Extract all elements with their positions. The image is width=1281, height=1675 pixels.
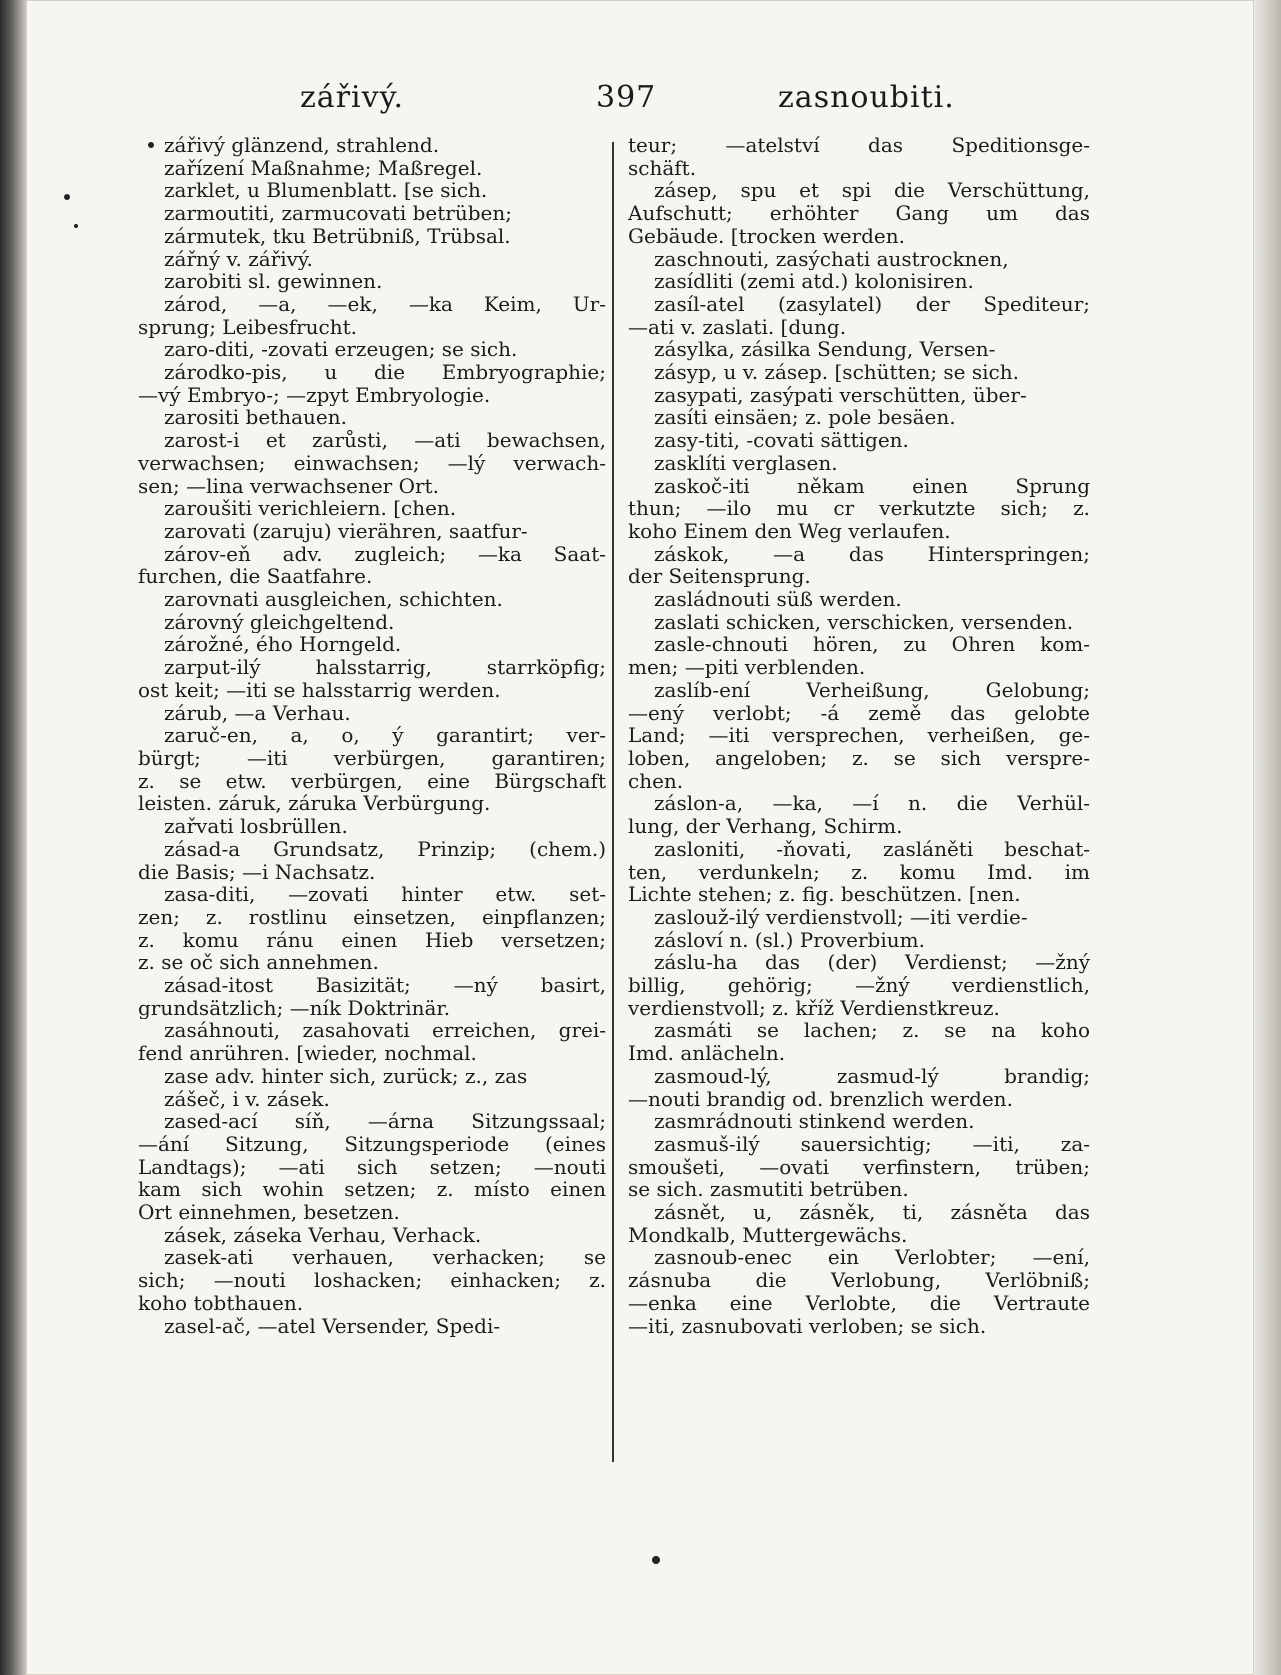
dictionary-line: zased-ací síň, —árna Sitzungssaal; [164,1110,606,1133]
dictionary-line: ost keit; —iti se halsstarrig werden. [138,678,501,702]
dictionary-line: zasle-chnouti hören, zu Ohren kom- [654,633,1090,657]
dictionary-line: —enka eine Verlobte, die Vertraute [628,1291,1090,1315]
dictionary-line: zasy-titi, -covati sättigen. [654,429,909,452]
dictionary-line: bürgt; —iti verbürgen, garantiren; [138,746,606,770]
dictionary-line: koho Einem den Weg verlaufen. [628,519,951,543]
dictionary-line: záslu-ha das (der) Verdienst; —žný [654,951,1090,975]
dictionary-line: zářný v. zářivý. [164,247,313,271]
dictionary-line: zasnoub-enec ein Verlobter; —ení, [654,1246,1090,1270]
page-number: 397 [596,80,657,115]
dictionary-line: zasa-diti, —zovati hinter etw. set- [164,883,606,906]
dictionary-line: Landtags); —ati sich setzen; —nouti [138,1155,606,1179]
dictionary-line: zásad-a Grundsatz, Prinzip; (chem.) [164,837,606,861]
dictionary-line: zarovnati ausgleichen, schichten. [164,588,503,611]
dictionary-line: zaschnouti, zasýchati austrocknen, [654,247,1009,271]
dictionary-line: zasek-ati verhauen, verhacken; se [164,1246,606,1270]
dictionary-line: zasíl-atel (zasylatel) der Spediteur; [654,292,1090,316]
dictionary-line: Lichte stehen; z. fig. beschützen. [nen. [628,883,1021,906]
dictionary-line: zasmuš-ilý sauersichtig; —iti, za- [654,1132,1090,1156]
dictionary-line: —ený verlobt; -á země das gelobte [628,701,1090,725]
dictionary-line: schäft. [628,156,697,180]
margin-dot [652,1556,660,1564]
dictionary-line: zárod, —a, —ek, —ka Keim, Ur- [164,292,606,316]
dictionary-line: zásnuba die Verlobung, Verlöbniß; [628,1269,1090,1292]
dictionary-line: sprung; Leibesfrucht. [138,315,358,339]
dictionary-line: zárub, —a Verhau. [164,701,351,725]
dictionary-line: Ort einnehmen, besetzen. [138,1201,400,1224]
dictionary-line: zasloniti, -ňovati, zasláněti beschat- [654,837,1090,861]
dictionary-line: verdienstvoll; z. kříž Verdienstkreuz. [628,996,1000,1020]
dictionary-line: zarklet, u Blumenblatt. [se sich. [164,179,488,203]
left-guide-word: zářivý. [300,80,405,115]
dictionary-line: zasídliti (zemi atd.) kolonisiren. [654,270,974,293]
dictionary-line: billig, gehörig; —žný verdienstlich, [628,974,1090,997]
dictionary-line: Aufschutt; erhöhter Gang um das [628,202,1090,225]
dictionary-line: zášeč, i v. zásek. [164,1087,330,1111]
dictionary-line: zárožné, ého Horngeld. [164,633,402,657]
dictionary-line: zaslati schicken, verschicken, versenden. [654,610,1074,634]
dictionary-line: zarovati (zaruju) vierähren, saatfur- [164,519,528,543]
dictionary-line: zarput-ilý halsstarrig, starrköpfig; [164,656,606,679]
dictionary-line: se sich. zasmutiti betrüben. [628,1178,909,1202]
dictionary-line: zásep, spu et spi die Verschüttung, [654,179,1090,203]
dictionary-line: zasmoud-lý, zasmud-lý brandig; [654,1064,1090,1088]
dictionary-line: zarositi bethauen. [164,406,347,430]
dictionary-line: zármutek, tku Betrübniß, Trübsal. [164,224,511,248]
dictionary-line: zásloví n. (sl.) Proverbium. [654,928,925,952]
dictionary-line: zarmoutiti, zarmucovati betrüben; [164,202,512,225]
dictionary-line: zaro-diti, -zovati erzeugen; se sich. [164,338,518,362]
dictionary-line: z. komu ránu einen Hieb versetzen; [138,928,606,952]
right-column [628,134,1090,1337]
dictionary-line: —vý Embryo-; —zpyt Embryologie. [138,383,491,407]
dictionary-line: záskok, —a das Hinterspringen; [654,542,1090,566]
dictionary-line: zaslouž-ilý verdienstvoll; —iti verdie- [654,905,1028,929]
dictionary-line: —iti, zasnubovati verloben; se sich. [628,1314,987,1338]
dictionary-line: záslon-a, —ka, —í n. die Verhül- [654,792,1090,816]
dictionary-line: furchen, die Saatfahre. [138,565,373,589]
dictionary-line: z. se oč sich annehmen. [138,951,379,975]
dictionary-line: —ati v. zaslati. [dung. [628,315,847,339]
dictionary-line: fend anrühren. [wieder, nochmal. [138,1042,477,1065]
page-edge [1254,0,1281,1675]
dictionary-line: sich; —nouti loshacken; einhacken; z. [138,1269,606,1292]
dictionary-line: leisten. záruk, záruka Verbürgung. [138,792,491,816]
dictionary-line: zásad-itost Basizität; —ný basirt, [164,974,606,997]
dictionary-line: zasmrádnouti stinkend werden. [654,1110,975,1133]
dictionary-line: zárodko-pis, u die Embryographie; [164,361,606,384]
dictionary-line: zařvati losbrüllen. [164,815,348,838]
dictionary-line: zásek, záseka Verhau, Verhack. [164,1223,482,1247]
dictionary-line: chen. [628,769,684,793]
dictionary-line: der Seitensprung. [628,565,811,589]
dictionary-line: grundsätzlich; —ník Doktrinär. [138,996,451,1020]
dictionary-line: sen; —lina verwachsener Ort. [138,474,439,498]
right-guide-word: zasnoubiti. [778,80,955,115]
dictionary-line: zase adv. hinter sich, zurück; z., zas [164,1064,528,1088]
dictionary-line: zasládnouti süß werden. [654,588,902,611]
left-column [138,134,606,1337]
dictionary-line: zarobiti sl. gewinnen. [164,270,383,293]
margin-dot [64,194,70,200]
dictionary-line: zasypati, zasýpati verschütten, über- [654,383,1027,407]
page-header [0,80,1281,120]
dictionary-line: kam sich wohin setzen; z. místo einen [138,1178,606,1202]
dictionary-line: z. se etw. verbürgen, eine Bürgschaft [138,769,606,793]
dictionary-line: zarost-i et zarůsti, —ati bewachsen, [164,429,606,452]
dictionary-line: zaslíb-ení Verheißung, Gelobung; [654,678,1090,702]
dictionary-line: koho tobthauen. [138,1291,304,1315]
dictionary-line: zasklíti verglasen. [654,451,838,475]
gutter-shadow [0,0,26,1675]
dictionary-line: zaskoč-iti někam einen Sprung [654,474,1090,498]
dictionary-line: zaroušiti verichleiern. [chen. [164,497,457,520]
dictionary-line: zasel-ač, —atel Versender, Spedi- [164,1314,501,1338]
dictionary-line: —nouti brandig od. brenzlich werden. [628,1087,1013,1111]
dictionary-line: Imd. anlächeln. [628,1042,786,1065]
dictionary-line: zárovný gleichgeltend. [164,610,395,634]
dictionary-line: zárov-eň adv. zugleich; —ka Saat- [164,542,606,566]
dictionary-line: zařízení Maßnahme; Maßregel. [164,156,483,180]
dictionary-line: die Basis; —i Nachsatz. [138,860,376,884]
dictionary-line: zásylka, zásilka Sendung, Versen- [654,338,996,362]
dictionary-line: lung, der Verhang, Schirm. [628,815,903,838]
margin-dot [74,224,78,228]
dictionary-line: zásyp, u v. zásep. [schütten; se sich. [654,361,1019,384]
dictionary-line: zářivý glänzend, strahlend. [164,134,440,157]
dictionary-line: thun; —ilo mu cr verkutzte sich; z. [628,497,1090,520]
dictionary-line: zásnět, u, zásněk, ti, zásněta das [654,1201,1090,1224]
column-divider [612,142,614,1462]
dictionary-line: Land; —iti versprechen, verheißen, ge- [628,724,1090,747]
dictionary-line: verwachsen; einwachsen; —lý verwach- [138,451,606,475]
dictionary-line: smoušeti, —ovati verfinstern, trüben; [628,1155,1090,1179]
dictionary-line: ten, verdunkeln; z. komu Imd. im [628,860,1090,884]
dictionary-line: zasíti einsäen; z. pole besäen. [654,406,956,430]
dictionary-line: Gebäude. [trocken werden. [628,224,906,248]
dictionary-line: Mondkalb, Muttergewächs. [628,1223,908,1247]
dictionary-line: zaruč-en, a, o, ý garantirt; ver- [164,724,606,747]
dictionary-line: zen; z. rostlinu einsetzen, einpflanzen; [138,905,606,929]
dictionary-line: zasáhnouti, zasahovati erreichen, grei- [164,1019,606,1043]
dictionary-line: zasmáti se lachen; z. se na koho [654,1019,1090,1043]
dictionary-line: loben, angeloben; z. se sich verspre- [628,746,1090,770]
dictionary-line: —ání Sitzung, Sitzungsperiode (eines [138,1132,606,1156]
dictionary-line: men; —piti verblenden. [628,656,866,679]
dictionary-line: teur; —atelství das Speditionsge- [628,134,1090,157]
